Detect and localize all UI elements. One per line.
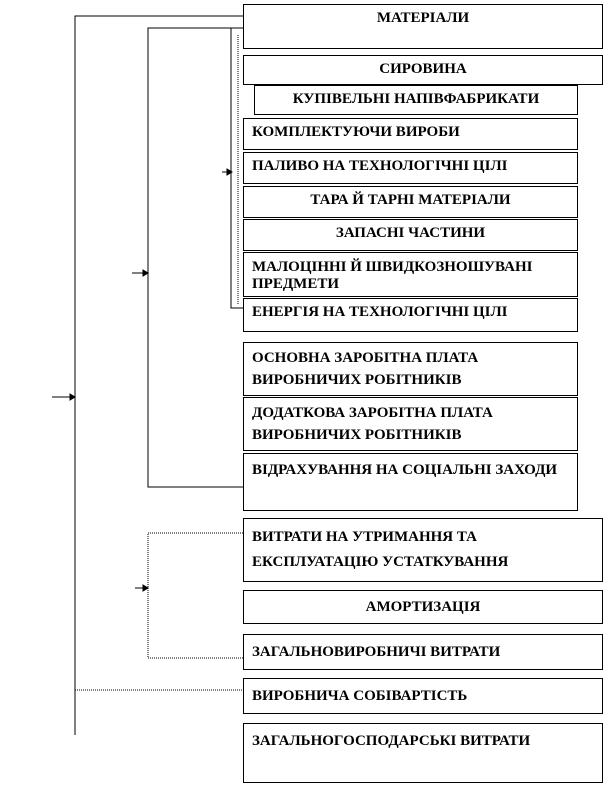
outer-arrow-head bbox=[70, 394, 75, 400]
box-zagalnovyrobnychi-label: ЗАГАЛЬНОВИРОБНИЧІ ВИТРАТИ bbox=[252, 644, 501, 660]
box-vidrakhuvannya bbox=[243, 453, 578, 511]
box-tara-label: ТАРА Й ТАРНІ МАТЕРІАЛИ bbox=[310, 192, 511, 208]
box-energiya-label: ЕНЕРГІЯ НА ТЕХНОЛОГІЧНІ ЦІЛІ bbox=[252, 304, 508, 320]
box-komplektuyuchi bbox=[243, 118, 578, 150]
box-vyrobnycha bbox=[243, 678, 603, 714]
fourth-bracket-line bbox=[148, 533, 243, 658]
box-zagalnovyrobnychi bbox=[243, 634, 603, 670]
box-dodatkova-label: ДОДАТКОВА ЗАРОБІТНА ПЛАТА ВИРОБНИЧИХ РОБІТНИКІВ bbox=[252, 405, 493, 443]
box-malotsinni-label: МАЛОЦІННІ Й ШВИДКОЗНОШУВАНІ ПРЕДМЕТИ bbox=[252, 259, 533, 292]
outer-bracket-line bbox=[75, 16, 243, 735]
box-materialy bbox=[243, 4, 603, 49]
second-arrow-head bbox=[143, 270, 148, 276]
box-utrymannya-label: ВИТРАТИ НА УТРИМАННЯ ТА ЕКСПЛУАТАЦІЮ УСТАТКУВАННЯ bbox=[252, 529, 509, 570]
box-palyvo-label: ПАЛИВО НА ТЕХНОЛОГІЧНІ ЦІЛІ bbox=[252, 158, 508, 174]
box-zagalnogospodarski-label: ЗАГАЛЬНОГОСПОДАРСЬКІ ВИТРАТИ bbox=[252, 733, 531, 749]
box-tara bbox=[243, 186, 578, 218]
second-bracket-line bbox=[148, 28, 243, 487]
box-zapasni-label: ЗАПАСНІ ЧАСТИНИ bbox=[335, 225, 486, 241]
box-osnovna bbox=[243, 342, 578, 396]
box-syrovyna bbox=[243, 55, 603, 85]
box-energiya bbox=[243, 298, 578, 332]
box-zapasni bbox=[243, 219, 578, 251]
box-dodatkova bbox=[243, 397, 578, 451]
box-vyrobnycha-label: ВИРОБНИЧА СОБІВАРТІСТЬ bbox=[252, 688, 468, 704]
box-materialy-label: МАТЕРІАЛИ bbox=[376, 10, 470, 26]
box-malotsinni bbox=[243, 252, 578, 297]
box-vidrakhuvannya-label: ВІДРАХУВАННЯ НА СОЦІАЛЬНІ ЗАХОДИ bbox=[252, 462, 558, 478]
box-kupivelni-label: КУПІВЕЛЬНІ НАПІВФАБРИКАТИ bbox=[292, 91, 540, 107]
box-kupivelni bbox=[254, 85, 578, 115]
box-utrymannya bbox=[243, 518, 603, 582]
box-osnovna-label: ОСНОВНА ЗАРОБІТНА ПЛАТА ВИРОБНИЧИХ РОБІТНИКІВ bbox=[252, 350, 479, 388]
box-komplektuyuchi-label: КОМПЛЕКТУЮЧИ ВИРОБИ bbox=[252, 124, 460, 140]
box-palyvo bbox=[243, 152, 578, 184]
third-bracket-line bbox=[231, 28, 243, 308]
box-syrovyna-label: СИРОВИНА bbox=[379, 61, 467, 77]
box-zagalnogospodarski bbox=[243, 723, 603, 783]
fourth-arrow-head bbox=[143, 585, 148, 591]
box-amortyzatsiya bbox=[243, 590, 603, 624]
box-amortyzatsiya-label: АМОРТИЗАЦІЯ bbox=[365, 599, 481, 615]
